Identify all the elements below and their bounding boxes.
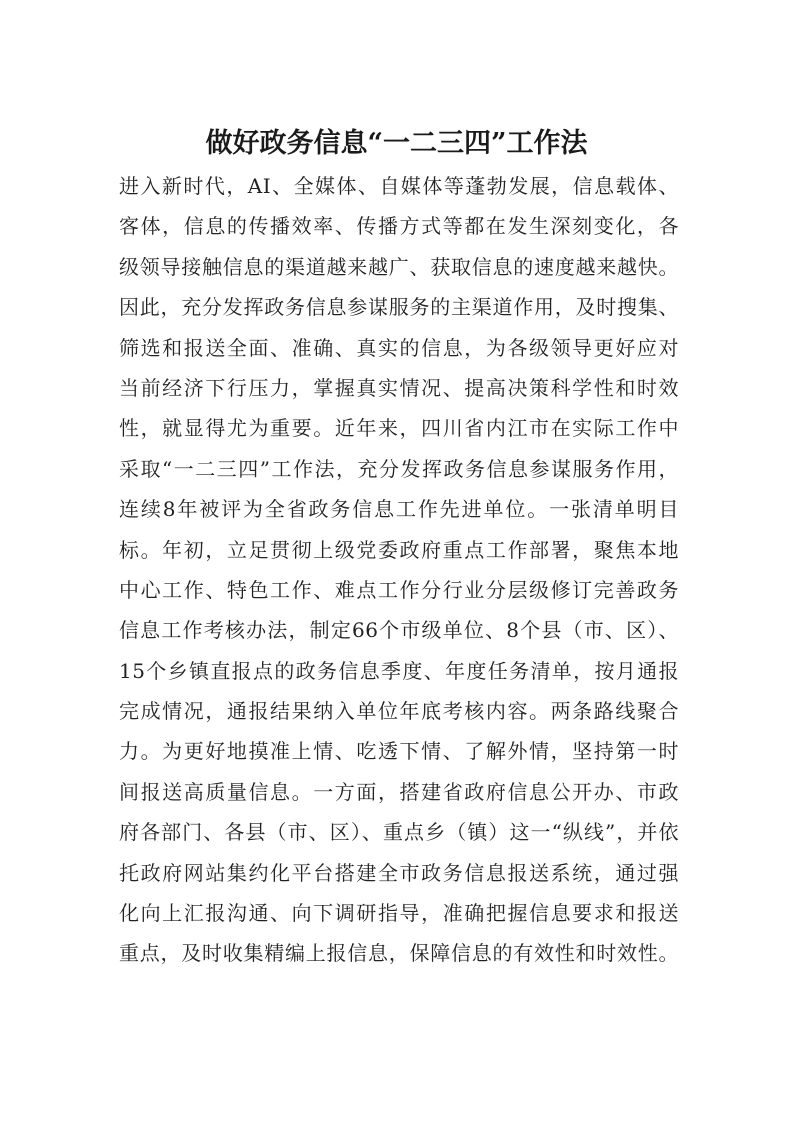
paragraph-line: 性，就显得尤为重要。近年来，四川省内江市在实际工作中: [119, 416, 679, 441]
paragraph-line: 间报送高质量信息。一方面，搭建省政府信息公开办、市政: [119, 779, 679, 804]
paragraph-line: 府各部门、各县（市、区）、重点乡（镇）这一“纵线”，并依: [119, 820, 679, 845]
paragraph-line: 当前经济下行压力，掌握真实情况、提高决策科学性和时效: [119, 375, 679, 400]
paragraph-line: 采取“一二三四”工作法，充分发挥政务信息参谋服务作用，: [119, 456, 679, 481]
paragraph-line: 化向上汇报沟通、向下调研指导，准确把握信息要求和报送: [119, 901, 679, 926]
paragraph-line: 信息工作考核办法，制定66个市级单位、8个县（市、区）、: [119, 618, 679, 643]
paragraph-line: 完成情况，通报结果纳入单位年底考核内容。两条路线聚合: [119, 699, 679, 724]
paragraph-line: 力。为更好地摸准上情、吃透下情、了解外情，坚持第一时: [119, 739, 679, 764]
paragraph-line: 筛选和报送全面、准确、真实的信息，为各级领导更好应对: [119, 335, 679, 360]
document-body: [119, 166, 679, 974]
paragraph-line: 中心工作、特色工作、难点工作分行业分层级修订完善政务: [119, 577, 679, 602]
paragraph-line: 连续8年被评为全省政务信息工作先进单位。一张清单明目: [119, 497, 679, 522]
paragraph-line: 客体，信息的传播效率、传播方式等都在发生深刻变化，各: [119, 214, 679, 239]
paragraph-line: 标。年初，立足贯彻上级党委政府重点工作部署，聚焦本地: [119, 537, 679, 562]
paragraph-line: 因此，充分发挥政务信息参谋服务的主渠道作用，及时搜集、: [119, 295, 679, 320]
paragraph-line: 级领导接触信息的渠道越来越广、获取信息的速度越来越快。: [119, 254, 679, 279]
paragraph-line: 15个乡镇直报点的政务信息季度、年度任务清单，按月通报: [119, 658, 679, 683]
document-title: 做好政务信息“一二三四”工作法: [205, 128, 588, 159]
paragraph-line: 重点，及时收集精编上报信息，保障信息的有效性和时效性。: [119, 941, 679, 966]
paragraph-line: 托政府网站集约化平台搭建全市政务信息报送系统，通过强: [119, 860, 679, 885]
paragraph-line: 进入新时代，AI、全媒体、自媒体等蓬勃发展，信息载体、: [119, 174, 679, 198]
